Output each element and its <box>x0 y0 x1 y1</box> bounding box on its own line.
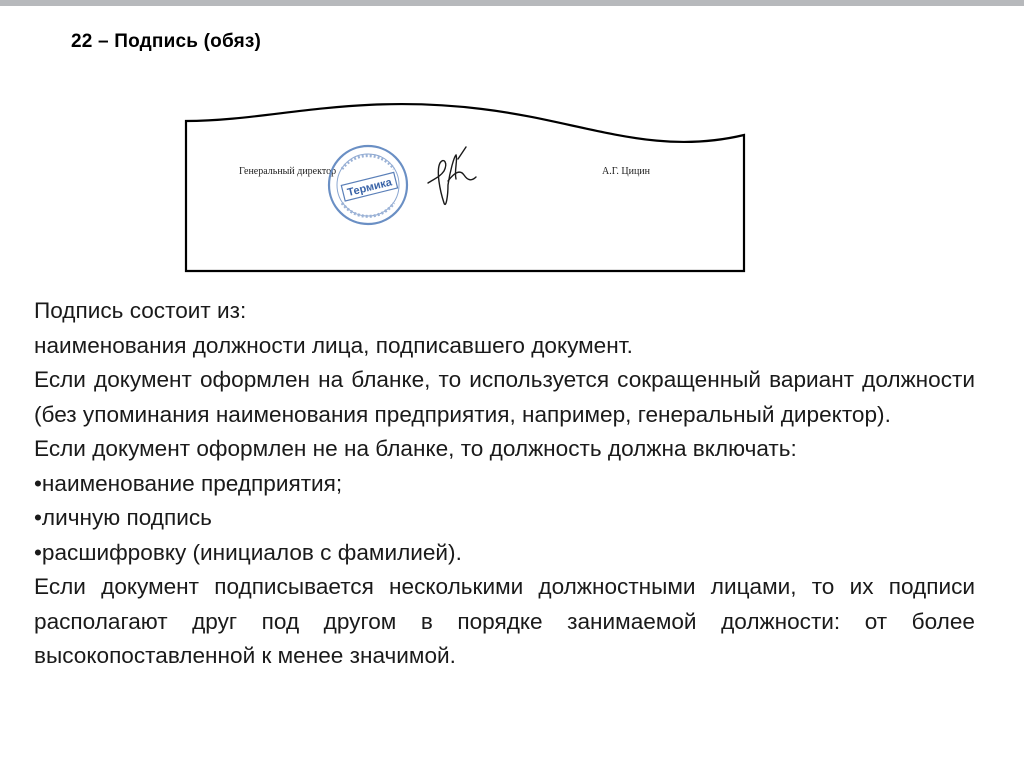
stamp-text: Термика <box>346 176 394 199</box>
list-item: • личную подпись <box>34 501 975 536</box>
paragraph-no-blank-form: Если документ оформлен не на бланке, то должность должна включать: <box>34 436 797 461</box>
slide-top-border <box>0 0 1024 6</box>
list-item: • расшифровку (инициалов с фамилией). <box>34 536 975 571</box>
list-item: • наименование предприятия; <box>34 467 975 502</box>
paragraph-blank-form: Если документ оформлен на бланке, то используется сокращенный вариант должности (без упоминания наименования предприятия, например, генеральный директор). <box>34 367 975 427</box>
document-edge <box>186 104 744 271</box>
body-text <box>34 294 975 674</box>
paragraph-multiple-signers: Если документ подписывается несколькими должностными лицами, то их подписи располагают друг под другом в порядке занимаемой должности: от более высокопоставленной к менее значимой. <box>34 574 975 668</box>
document-fragment-image <box>182 99 748 276</box>
position-line: наименования должности лица, подписавшего документ. <box>34 332 633 358</box>
position-label: Генеральный директор <box>239 166 337 177</box>
slide-title: 22 – Подпись (обяз) <box>71 31 262 52</box>
intro-line: Подпись состоит из: <box>34 298 247 323</box>
signer-name: А.Г. Цицин <box>602 166 651 177</box>
requirements-list <box>34 467 975 571</box>
